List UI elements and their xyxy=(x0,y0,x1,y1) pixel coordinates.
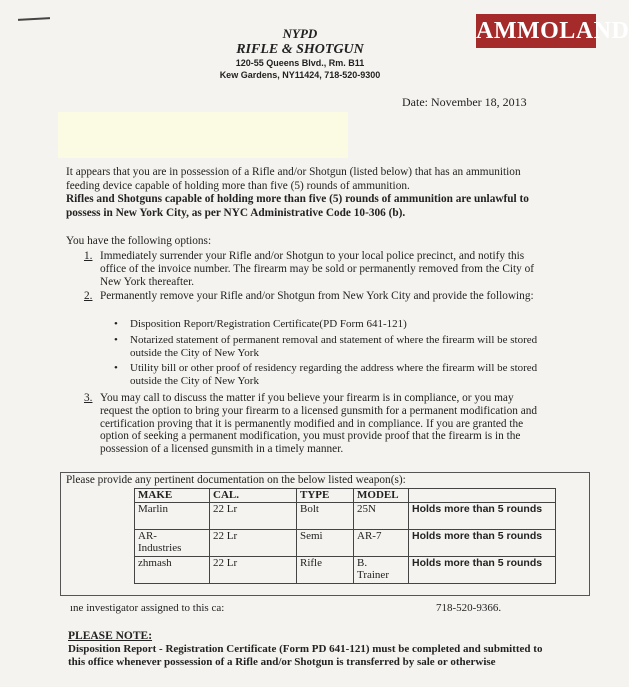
option-text: You may call to discuss the matter if you believe your firearm is in compliance, or you may request the option to bring your firearm to a licensed gunsmith for a permanent modification and certification proving that it is permanently modified and in compliance. If you are granted the option of seeking a permanent modification, you must provide proof that the firearm is in the possession of a licensed gunsmith in a timely manner. xyxy=(100,392,538,456)
cell-make: zhmash xyxy=(135,557,210,584)
option-bullet: Disposition Report/Registration Certificate(PD Form 641-121) xyxy=(130,318,407,330)
table-header-row xyxy=(135,489,556,503)
investigator-phone: 718-520-9366. xyxy=(436,602,502,614)
agency-name: NYPD xyxy=(282,26,318,41)
cell-make: AR- Industries xyxy=(135,530,210,557)
header-model: MODEL xyxy=(354,489,409,503)
cell-model: AR-7 xyxy=(354,530,409,557)
header-make: MAKE xyxy=(135,489,210,503)
investigator-line: ıne investigator assigned to this ca: xyxy=(70,602,225,614)
bullet-icon: • xyxy=(114,318,118,330)
header-type: TYPE xyxy=(297,489,354,503)
table-row xyxy=(135,557,556,584)
table-row xyxy=(135,530,556,557)
pen-mark xyxy=(18,17,50,21)
cell-make: Marlin xyxy=(135,503,210,530)
address-line-2: Kew Gardens, NY11424, 718-520-9300 xyxy=(219,70,381,80)
header-cal: CAL. xyxy=(210,489,297,503)
redacted-recipient xyxy=(58,112,348,158)
note-text: Disposition Report - Registration Certificate (Form PD 641-121) must be completed and submitted to this office whenever possession of a Rifle and/or Shotgun is transferred by sale or otherwise xyxy=(68,643,543,668)
cell-cal: 22 Lr xyxy=(210,503,297,530)
option-number: 2. xyxy=(84,290,93,302)
cell-note: Holds more than 5 rounds xyxy=(409,503,556,530)
address-line-1: 120-55 Queens Blvd., Rm. B11 xyxy=(235,58,365,68)
cell-model: 25N xyxy=(354,503,409,530)
cell-note: Holds more than 5 rounds xyxy=(409,530,556,557)
note-heading: PLEASE NOTE: xyxy=(68,630,153,642)
intro-bold-text: Rifles and Shotguns capable of holding more than five (5) rounds of ammunition are unlawful to possess in New York City, as per NYC Administrative Code 10-306 (b). xyxy=(66,193,529,219)
cell-type: Rifle xyxy=(297,557,354,584)
option-number: 3. xyxy=(84,392,93,404)
bullet-icon: • xyxy=(114,362,118,374)
option-text: Permanently remove your Rifle and/or Shotgun from New York City and provide the following: xyxy=(100,290,534,302)
options-intro: You have the following options: xyxy=(66,235,212,247)
weapons-prompt: Please provide any pertinent documentation on the below listed weapon(s): xyxy=(66,474,406,486)
table-row xyxy=(135,503,556,530)
option-bullet: Notarized statement of permanent removal and statement of where the firearm will be stored outside the City of New York xyxy=(130,334,538,359)
option-text: Immediately surrender your Rifle and/or Shotgun to your local police precinct, and notify this office of the invoice number. The firearm may be sold or permanently removed from the City of New York thereafter. xyxy=(100,250,535,288)
intro-text: It appears that you are in possession of a Rifle and/or Shotgun (listed below) that has an ammunition feeding device capable of holding more than five (5) rounds of ammunition. xyxy=(66,166,521,192)
letter-date: Date: November 18, 2013 xyxy=(402,95,527,109)
cell-type: Bolt xyxy=(297,503,354,530)
header-note xyxy=(409,489,556,503)
option-bullet: Utility bill or other proof of residency regarding the address where the firearm will be stored outside the City of New York xyxy=(130,362,538,387)
cell-model: B. Trainer xyxy=(354,557,409,584)
cell-cal: 22 Lr xyxy=(210,557,297,584)
intro-paragraph xyxy=(66,166,544,220)
bullet-icon: • xyxy=(114,334,118,346)
cell-note: Holds more than 5 rounds xyxy=(409,557,556,584)
weapons-table xyxy=(134,488,556,584)
unit-name: RIFLE & SHOTGUN xyxy=(236,42,364,57)
cell-cal: 22 Lr xyxy=(210,530,297,557)
option-number: 1. xyxy=(84,250,93,262)
cell-type: Semi xyxy=(297,530,354,557)
ammoland-logo: AMMOLAND xyxy=(476,14,596,48)
